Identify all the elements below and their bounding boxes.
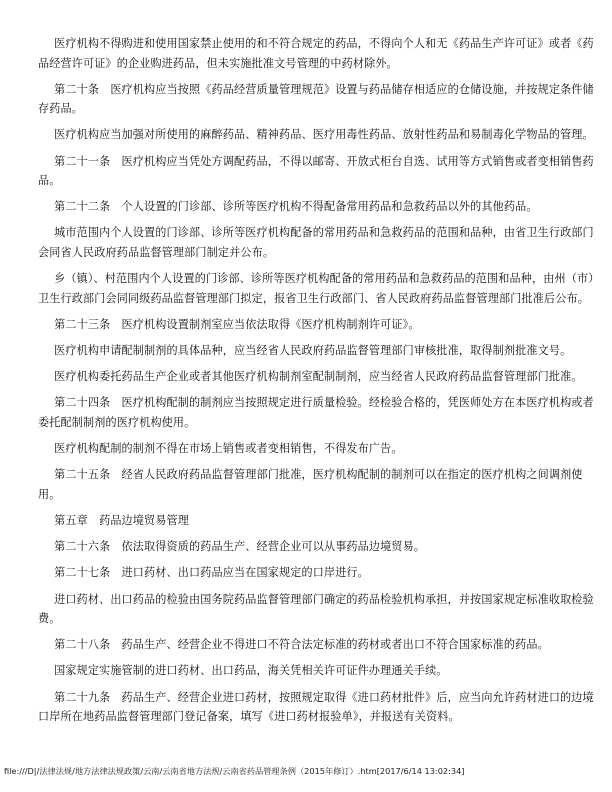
article-21: 第二十一条 医疗机构应当凭处方调配药品，不得以邮寄、开放式柜台自选、试用等方式销售或者变相销售药品。 bbox=[38, 154, 594, 188]
paragraph-17: 进口药材、出口药品的检验由国务院药品监督管理部门确定的药品检验机构承担，并按国家规定标准收取检验费。 bbox=[38, 592, 594, 625]
paragraph-9: 医疗机构申请配制制剂的具体品种，应当经省人民政府药品监督管理部门审核批准，取得制剂批准文号。 bbox=[54, 344, 572, 357]
paragraph-7: 乡（镇）、村范围内个人设置的门诊部、诊所等医疗机构配备的常用药品和急救药品的范围和品种，由州（市）卫生行政部门会同同级药品监督管理部门拟定，报省卫生行政部门、省人民政府药品监督管理部门批准后公布。 bbox=[38, 272, 594, 305]
paragraph-19: 国家规定实施管制的进口药材、出口药品，海关凭相关许可证件办理通关手续。 bbox=[54, 664, 448, 678]
article-24: 第二十四条 医疗机构配制的制剂应当按照规定进行质量检验。经检验合格的，凭医师处方在本医疗机构或者委托配制制剂的医疗机构使用。 bbox=[38, 396, 594, 429]
article-29: 第二十九条 药品生产、经营企业进口药材，按照规定取得《进口药材批件》后，应当向允许药材进口的边境口岸所在地药品监督管理部门登记备案，填写《进口药材报验单》，并报送有关资料。 bbox=[38, 690, 594, 724]
article-20: 第二十条 医疗机构应当按照《药品经营质量管理规范》设置与药品储存相适应的仓储设施，并按规定条件储存药品。 bbox=[38, 82, 594, 116]
chapter-5-heading: 第五章 药品边境贸易管理 bbox=[54, 513, 190, 527]
article-25: 第二十五条 经省人民政府药品监督管理部门批准，医疗机构配制的制剂可以在指定的医疗机构之间调剂使用。 bbox=[38, 468, 583, 501]
article-23: 第二十三条 医疗机构设置制剂室应当依法取得《医疗机构制剂许可证》。 bbox=[54, 317, 420, 331]
document-body bbox=[38, 34, 594, 733]
paragraph-6: 城市范围内个人设置的门诊部、诊所等医疗机构配备的常用药品和急救药品的范围和品种，由省卫生行政部门会同省人民政府药品监督管理部门制定并公布。 bbox=[38, 226, 594, 259]
page-footer-path: file:///D|/法律法规/地方法律法规政策/云南/云南省地方法规/云南省药品管理条例（2015年修订）.htm[2017/6/14 13:02:34] bbox=[4, 766, 465, 776]
article-28: 第二十八条 药品生产、经营企业不得进口不符合法定标准的药材或者出口不符合国家标准的药品。 bbox=[54, 638, 549, 652]
paragraph-12: 医疗机构配制的制剂不得在市场上销售或者变相销售，不得发布广告。 bbox=[54, 442, 403, 456]
article-27: 第二十七条 进口药材、出口药品应当在国家规定的口岸进行。 bbox=[54, 566, 369, 580]
article-26: 第二十六条 依法取得资质的药品生产、经营企业可以从事药品边境贸易。 bbox=[54, 540, 426, 554]
paragraph-10: 医疗机构委托药品生产企业或者其他医疗机构制剂室配制制剂，应当经省人民政府药品监督管理部门批准。 bbox=[54, 370, 583, 384]
paragraph-1: 医疗机构不得购进和使用国家禁止使用的和不符合规定的药品，不得向个人和无《药品生产许可证》或者《药品经营许可证》的企业购进药品，但未实施批准文号管理的中药材除外。 bbox=[38, 37, 594, 70]
article-22: 第二十二条 个人设置的门诊部、诊所等医疗机构不得配备常用药品和急救药品以外的其他药品。 bbox=[54, 200, 538, 214]
paragraph-3: 医疗机构应当加强对所使用的麻醉药品、精神药品、医疗用毒性药品、放射性药品和易制毒化学物品的管理。 bbox=[54, 128, 594, 142]
